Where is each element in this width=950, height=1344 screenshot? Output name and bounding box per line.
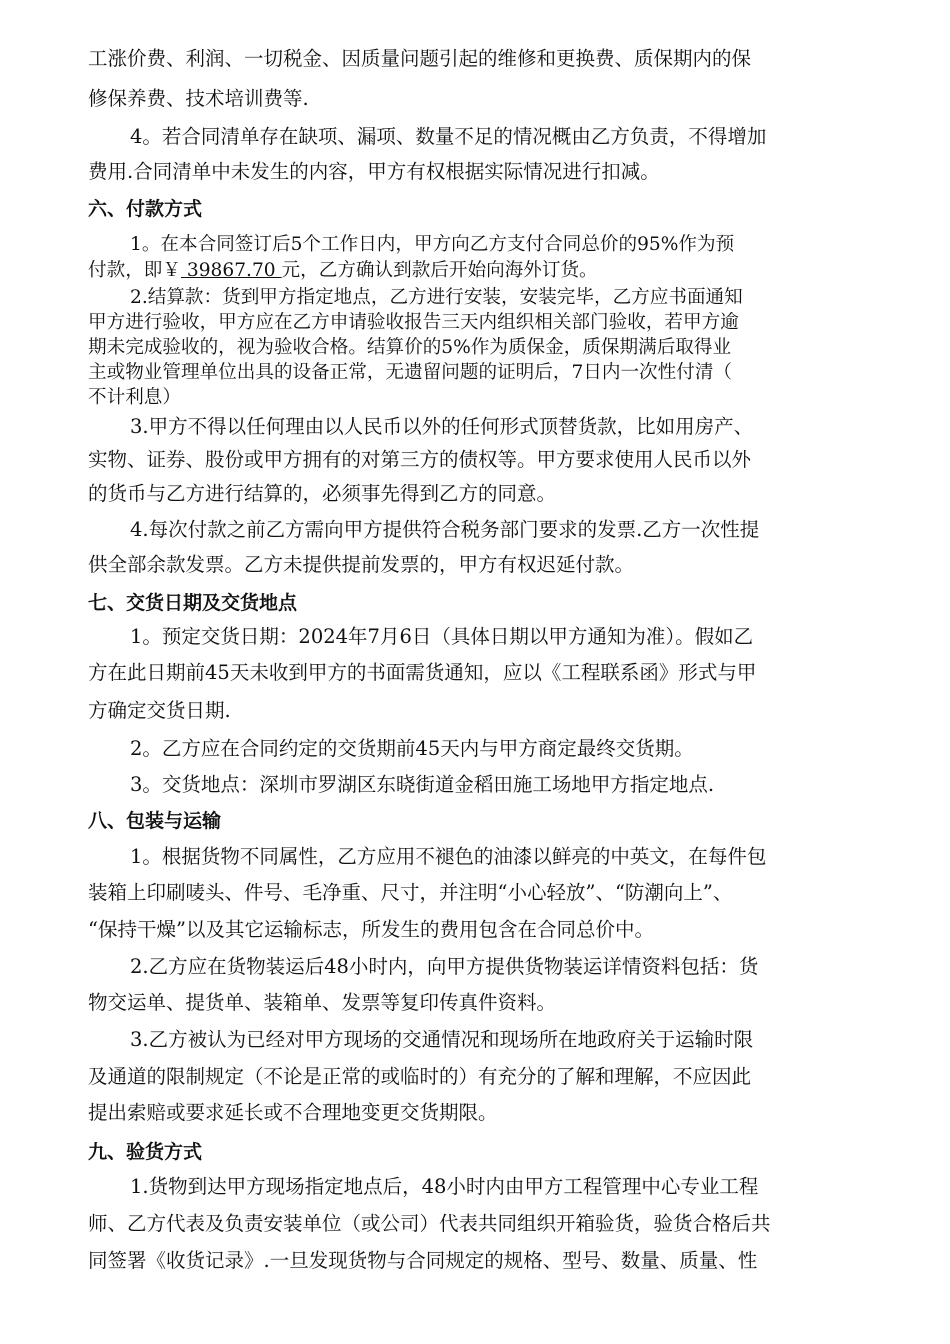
s6-p2-line-4: 主或物业管理单位出具的设备正常，无遗留问题的证明后，7日内一次性付清（ xyxy=(88,362,733,383)
prepayment-amount: 39867.70 xyxy=(180,260,282,281)
item4-line-2: 费用.合同清单中未发生的内容，甲方有权根据实际情况进行扣减。 xyxy=(88,160,660,183)
s8-p1-line-1: 1。根据货物不同属性，乙方应用不褪色的油漆以鲜亮的中英文，在每件包 xyxy=(130,845,767,868)
s8-p1-line-3: “保持干燥”以及其它运输标志，所发生的费用包含在合同总价中。 xyxy=(88,918,654,941)
s6-p2-line-2: 甲方进行验收，甲方应在乙方申请验收报告三天内组织相关部门验收，若甲方逾 xyxy=(88,312,739,333)
s6-p1-line-1: 1。在本合同签订后5个工作日内，甲方向乙方支付合同总价的95%作为预 xyxy=(130,234,735,255)
s7-p2-line-1: 2。乙方应在合同约定的交货期前45天内与甲方商定最终交货期。 xyxy=(130,737,694,760)
s6-p1-pre: 付款，即￥ xyxy=(88,260,181,281)
s7-p3-line-1: 3。交货地点：深圳市罗湖区东晓街道金稻田施工场地甲方指定地点. xyxy=(130,773,715,796)
s8-p3-line-2: 及通道的限制规定（不论是正常的或临时的）有充分的了解和理解，不应因此 xyxy=(88,1065,752,1088)
s6-p1-line-2 xyxy=(88,256,868,286)
s6-p4-line-2: 供全部余款发票。乙方未提供提前发票的，甲方有权迟延付款。 xyxy=(88,553,635,576)
section-6-heading: 六、付款方式 xyxy=(88,198,203,220)
section-8-heading: 八、包装与运输 xyxy=(88,810,222,832)
s7-p1-line-3: 方确定交货日期. xyxy=(88,699,231,722)
s6-p3-line-2: 实物、证券、股份或甲方拥有的对第三方的债权等。甲方要求使用人民币以外 xyxy=(88,448,752,471)
s9-p1-line-2: 师、乙方代表及负责安装单位（或公司）代表共同组织开箱验货，验货合格后共 xyxy=(88,1212,771,1235)
s6-p2-line-3: 期未完成验收的，视为验收合格。结算价的5%作为质保金，质保期满后取得业 xyxy=(88,337,732,358)
s6-p2-line-5: 不计利息） xyxy=(88,387,181,408)
s7-p1-line-2: 方在此日期前45天未收到甲方的书面需货通知，应以《工程联系函》形式与甲 xyxy=(88,661,757,684)
s6-p2-line-1: 2.结算款：货到甲方指定地点，乙方进行安装，安装完毕，乙方应书面通知 xyxy=(130,287,743,308)
s9-p1-line-1: 1.货物到达甲方现场指定地点后，48小时内由甲方工程管理中心专业工程 xyxy=(130,1175,759,1198)
s8-p3-line-1: 3.乙方被认为已经对甲方现场的交通情况和现场所在地政府关于运输时限 xyxy=(130,1028,754,1051)
section-7-heading: 七、交货日期及交货地点 xyxy=(88,592,298,614)
s8-p3-line-3: 提出索赔或要求延长或不合理地变更交货期限。 xyxy=(88,1101,498,1124)
item4-line-1: 4。若合同清单存在缺项、漏项、数量不足的情况概由乙方负责，不得增加 xyxy=(130,125,767,148)
s8-p1-line-2: 装箱上印刷唛头、件号、毛净重、尺寸，并注明“小心轻放”、“防潮向上”、 xyxy=(88,881,733,904)
s6-p3-line-3: 的货币与乙方进行结算的，必须事先得到乙方的同意。 xyxy=(88,482,557,505)
s6-p3-line-1: 3.甲方不得以任何理由以人民币以外的任何形式顶替货款，比如用房产、 xyxy=(130,415,754,438)
intro-line-1: 工涨价费、利润、一切税金、因质量问题引起的维修和更换费、质保期内的保 xyxy=(88,47,752,70)
section-9-heading: 九、验货方式 xyxy=(88,1141,203,1163)
s6-p1-post: 元，乙方确认到款后开始向海外订货。 xyxy=(281,260,598,281)
s6-p4-line-1: 4.每次付款之前乙方需向甲方提供符合税务部门要求的发票.乙方一次性提 xyxy=(130,518,760,541)
intro-line-2: 修保养费、技术培训费等. xyxy=(88,87,309,110)
s8-p2-line-1: 2.乙方应在货物装运后48小时内，向甲方提供货物装运详情资料包括：货 xyxy=(130,955,759,978)
s8-p2-line-2: 物交运单、提货单、装箱单、发票等复印传真件资料。 xyxy=(88,991,557,1014)
s7-p1-line-1: 1。预定交货日期：2024年7月6日（具体日期以甲方通知为准）。假如乙 xyxy=(130,625,754,648)
s9-p1-line-3: 同签署《收货记录》.一旦发现货物与合同规定的规格、型号、数量、质量、性 xyxy=(88,1249,758,1272)
